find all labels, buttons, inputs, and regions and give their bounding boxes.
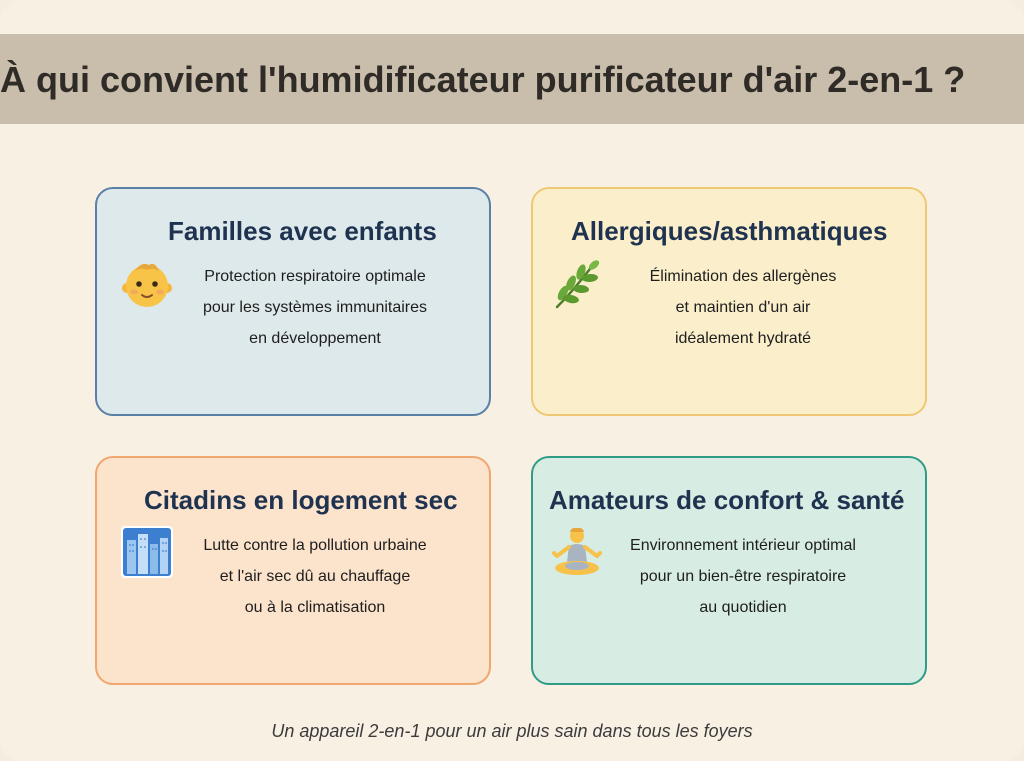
card-title: Allergiques/asthmatiques bbox=[571, 216, 888, 246]
page-title: À qui convient l'humidificateur purificateur d'air 2-en-1 ? bbox=[0, 59, 966, 100]
card-description bbox=[165, 530, 465, 623]
card-title: Citadins en logement sec bbox=[144, 485, 458, 515]
card-description-line: Élimination des allergènes bbox=[649, 268, 837, 285]
card-description-line: et l'air sec dû au chauffage bbox=[219, 568, 411, 585]
card-description bbox=[165, 261, 465, 354]
card-description-line: Lutte contre la pollution urbaine bbox=[203, 537, 427, 554]
card-description-line: en développement bbox=[249, 330, 381, 347]
card-description-line: et maintien d'un air bbox=[675, 299, 811, 316]
card-familles bbox=[95, 187, 491, 416]
card-title: Amateurs de confort & santé bbox=[549, 485, 905, 515]
footer-tagline: Un appareil 2-en-1 pour un air plus sain dans tous les foyers bbox=[271, 721, 753, 741]
card-description-line: pour un bien-être respiratoire bbox=[639, 568, 847, 585]
card-description-line: pour les systèmes immunitaires bbox=[202, 299, 428, 316]
card-description-line: ou à la climatisation bbox=[244, 599, 386, 616]
card-description bbox=[593, 530, 893, 623]
card-description-line: idéalement hydraté bbox=[674, 330, 812, 347]
card-description-line: au quotidien bbox=[699, 599, 787, 616]
card-description-line: Environnement intérieur optimal bbox=[630, 537, 856, 554]
card-amateurs bbox=[531, 456, 927, 685]
card-description bbox=[593, 261, 893, 354]
card-title: Familles avec enfants bbox=[168, 216, 437, 246]
card-allergiques bbox=[531, 187, 927, 416]
card-description-line: Protection respiratoire optimale bbox=[204, 268, 426, 285]
card-citadins bbox=[95, 456, 491, 685]
